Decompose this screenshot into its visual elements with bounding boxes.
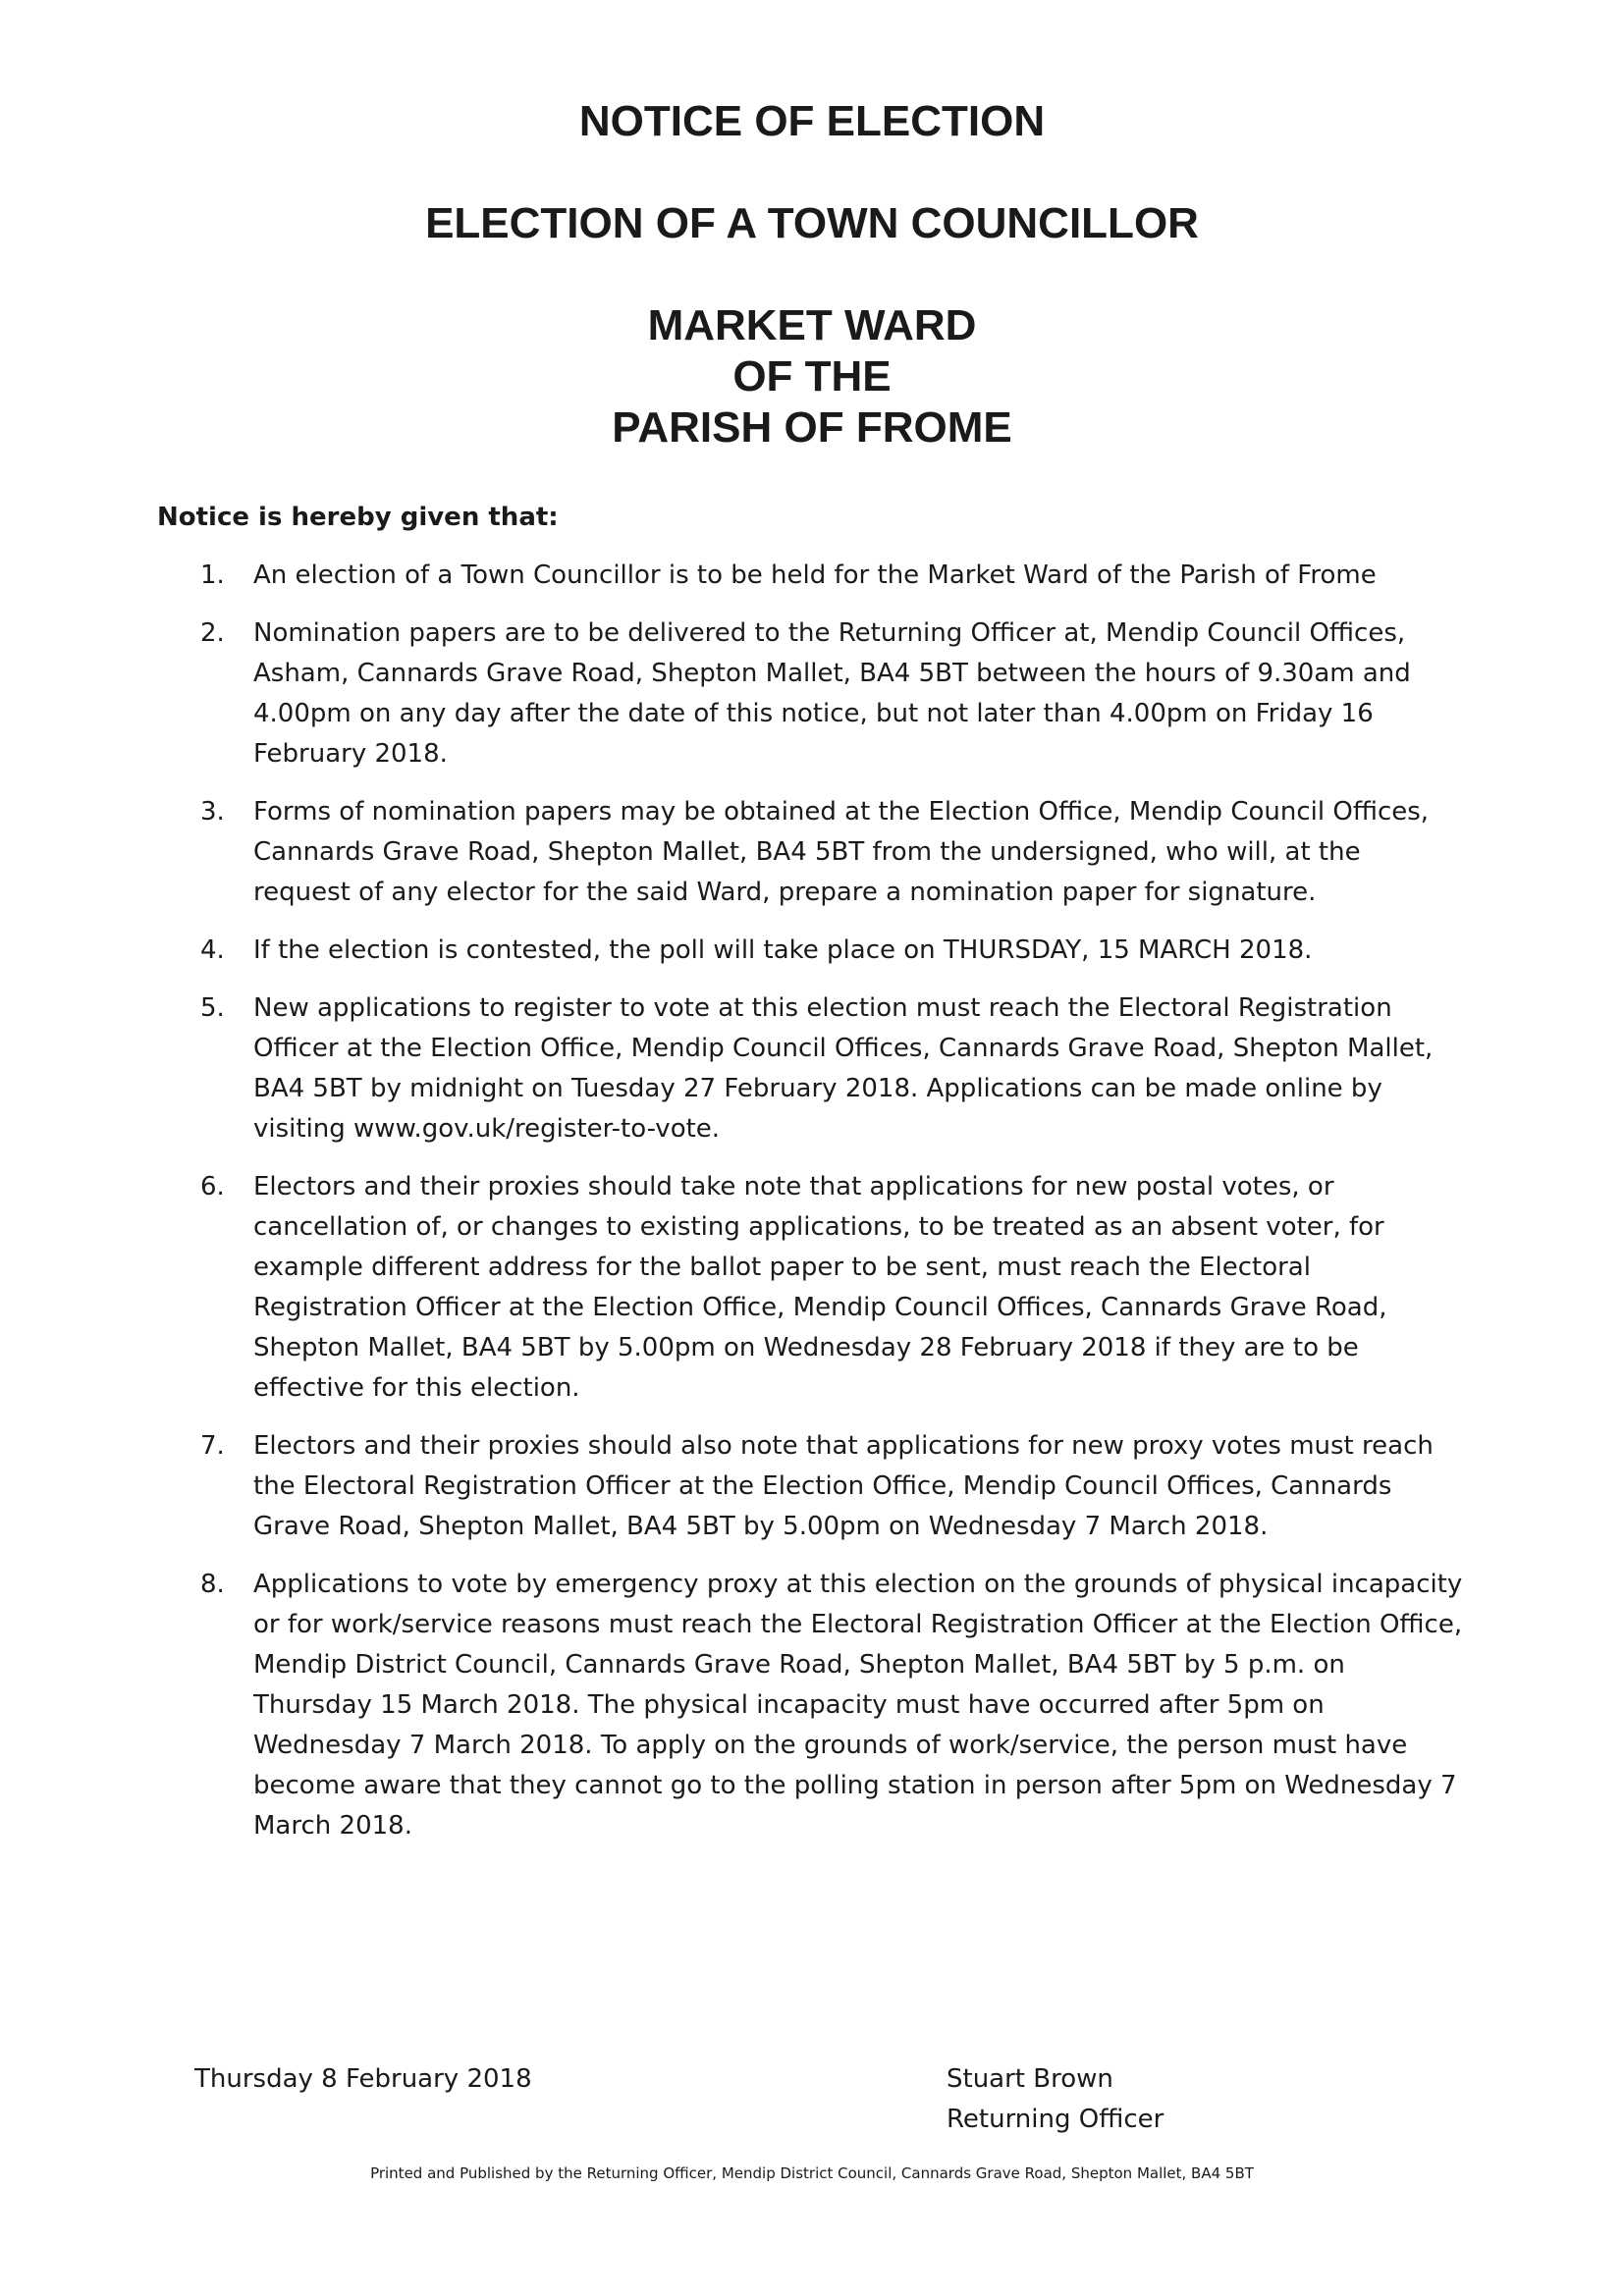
notice-list xyxy=(196,556,1463,1864)
item-number: 7. xyxy=(200,1431,225,1461)
item-text: Applications to vote by emergency proxy at this election on the grounds of physical incapacity or for work/service reasons must reach the Electoral Registration Officer at the Election Office, Mendip District Council, Cannards Grave Road, Shepton Mallet, BA4 5BT by 5 p.m. on Thursday 15 March 2018. The physical incapacity must have occurred after 5pm on Wednesday 7 March 2018. To apply on the grounds of work/service, the person must have become aware that they cannot go to the polling station in person after 5pm on Wednesday 7 March 2018. xyxy=(253,1570,1463,1841)
ward-line-1: MARKET WARD xyxy=(647,301,977,349)
imprint-line: Printed and Published by the Returning Officer, Mendip District Council, Cannards Grave Road, Shepton Mallet, BA4 5BT xyxy=(370,2164,1254,2182)
election-subtitle: ELECTION OF A TOWN COUNCILLOR xyxy=(425,199,1199,247)
item-number: 2. xyxy=(200,618,225,648)
item-text: Nomination papers are to be delivered to the Returning Officer at, Mendip Council Offices, Asham, Cannards Grave Road, Shepton Mallet, BA4 5BT between the hours of 9.30am and 4.00pm on any day after the date of this notice, but not later than 4.00pm on Friday 16 February 2018. xyxy=(253,618,1411,769)
intro-text: Notice is hereby given that: xyxy=(157,503,559,532)
ward-line-2: OF THE xyxy=(732,352,892,400)
item-text: New applications to register to vote at this election must reach the Electoral Registration Officer at the Election Office, Mendip Council Offices, Cannards Grave Road, Shepton Mallet, BA4 5BT by midnight on Tuesday 27 February 2018. Applications can be made online by visiting www.gov.uk/register-to-vote. xyxy=(253,993,1434,1144)
item-number: 6. xyxy=(200,1172,225,1201)
ward-line-3: PARISH OF FROME xyxy=(612,403,1012,452)
item-number: 4. xyxy=(200,935,225,965)
item-number: 1. xyxy=(200,561,225,590)
notice-item-5 xyxy=(196,988,1463,1149)
item-text: An election of a Town Councillor is to be held for the Market Ward of the Parish of Frome xyxy=(253,561,1377,590)
notice-item-2 xyxy=(196,614,1463,774)
notice-item-1 xyxy=(196,556,1463,596)
officer-name: Stuart Brown xyxy=(947,2064,1113,2094)
item-text: If the election is contested, the poll will take place on THURSDAY, 15 MARCH 2018. xyxy=(253,935,1313,965)
notice-date: Thursday 8 February 2018 xyxy=(194,2064,532,2094)
item-text: Electors and their proxies should take note that applications for new postal votes, or cancellation of, or changes to existing applications, to be treated as an absent voter, for example different address for the ballot paper to be sent, must reach the Electoral Registration Officer at the Election Office, Mendip Council Offices, Cannards Grave Road, Shepton Mallet, BA4 5BT by 5.00pm on Wednesday 28 February 2018 if they are to be effective for this election. xyxy=(253,1172,1387,1403)
notice-item-7 xyxy=(196,1426,1463,1547)
notice-item-3 xyxy=(196,792,1463,913)
notice-item-8 xyxy=(196,1565,1463,1846)
notice-title: NOTICE OF ELECTION xyxy=(578,97,1046,145)
notice-item-6 xyxy=(196,1167,1463,1409)
officer-title: Returning Officer xyxy=(947,2105,1164,2134)
item-number: 3. xyxy=(200,797,225,827)
item-number: 8. xyxy=(200,1570,225,1599)
item-text: Forms of nomination papers may be obtained at the Election Office, Mendip Council Offices, Cannards Grave Road, Shepton Mallet, BA4 5BT from the undersigned, who will, at the request of any elector for the said Ward, prepare a nomination paper for signature. xyxy=(253,797,1430,907)
item-number: 5. xyxy=(200,993,225,1023)
item-text: Electors and their proxies should also note that applications for new proxy votes must reach the Electoral Registration Officer at the Election Office, Mendip Council Offices, Cannards Grave Road, Shepton Mallet, BA4 5BT by 5.00pm on Wednesday 7 March 2018. xyxy=(253,1431,1434,1541)
notice-item-4 xyxy=(196,931,1463,971)
